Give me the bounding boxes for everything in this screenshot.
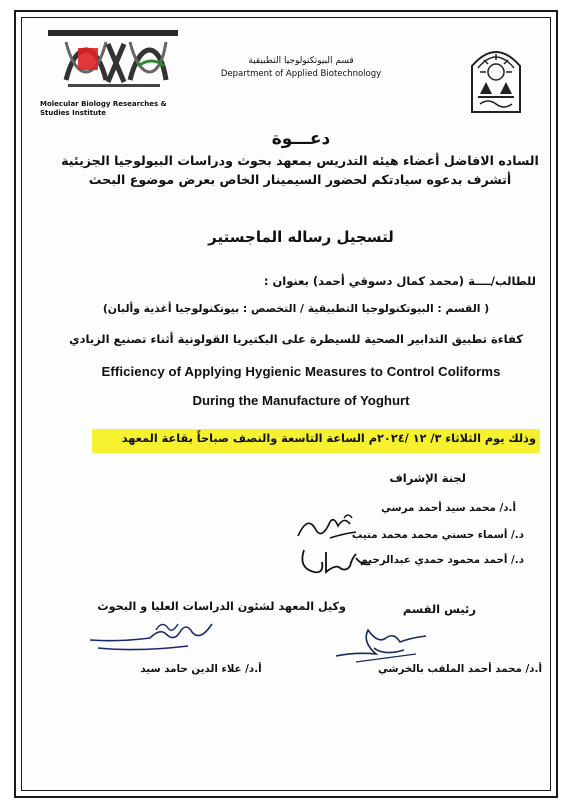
department-name-ar: قسم البيوتكنولوجيا التطبيقية <box>248 56 354 66</box>
committee-member-1: أ.د/ محمد سيد أحمد مرسي <box>381 502 516 514</box>
committee-member-2: د./ أسماء حسني محمد محمد منيب <box>351 529 524 541</box>
invitation-addressees: الساده الافاضل أعضاء هيئه التدريس بمعهد بحوث ودراسات البيولوجيا الجزيئية <box>61 153 539 168</box>
institute-name: Molecular Biology Researches & Studies Institute <box>40 100 167 117</box>
vice-dean-title: وكيل المعهد لشئون الدراسات العليا و البحوث <box>97 600 346 613</box>
head-of-department-title: رئيس القسم <box>402 602 476 616</box>
invitation-text: أتشرف بدعوه سيادتكم لحضور السيمينار الخاص بعرض موضوع البحث <box>88 172 512 187</box>
committee-heading: لجنة الإشراف <box>389 471 466 485</box>
invitation-page <box>14 10 558 798</box>
institute-logo <box>48 30 178 134</box>
head-signature <box>326 618 436 668</box>
seminar-subject: لتسجيل رساله الماجستير <box>208 228 394 246</box>
thesis-title-en-line2: During the Manufacture of Yoghurt <box>192 393 410 408</box>
head-of-department-name: أ.د/ محمد أحمد الملقب بالخرشي <box>377 663 542 675</box>
student-line: للطالب/ــــة (محمد كمال دسوقي أحمد) بعنوان : <box>263 274 536 288</box>
invitation-title: دعـــوة <box>271 129 331 149</box>
department-name-en: Department of Applied Biotechnology <box>220 69 382 79</box>
thesis-title-ar: كفاءة تطبيق التدابير الصحية للسيطرة على البكتيريا القولونية أثناء تصنيع الزبادي <box>69 332 523 346</box>
datetime-highlight <box>92 428 540 454</box>
vice-dean-name: أ.د/ علاء الدين حامد سيد <box>140 663 262 675</box>
thesis-title-en-line1: Efficiency of Applying Hygienic Measures to Control Coliforms <box>101 364 501 379</box>
member-2-signature <box>294 508 364 548</box>
seminar-datetime: وذلك يوم الثلاثاء ٣/ ١٢ /٢٠٢٤م الساعة التاسعة والنصف صباحاً بقاعة المعهد <box>121 432 536 445</box>
dna-logo-icon <box>48 30 178 100</box>
committee-member-3: د./ أحمد محمود حمدي عبدالرحيم <box>360 554 524 566</box>
university-seal-icon <box>466 36 526 120</box>
university-seal <box>466 36 526 120</box>
vice-dean-signature <box>86 618 226 662</box>
member-3-signature <box>298 544 378 580</box>
department-specialization: ( القسم : البيوتكنولوجيا التطبيقية / التخصص : بيوتكنولوجيا أغذية وألبان) <box>102 302 490 315</box>
